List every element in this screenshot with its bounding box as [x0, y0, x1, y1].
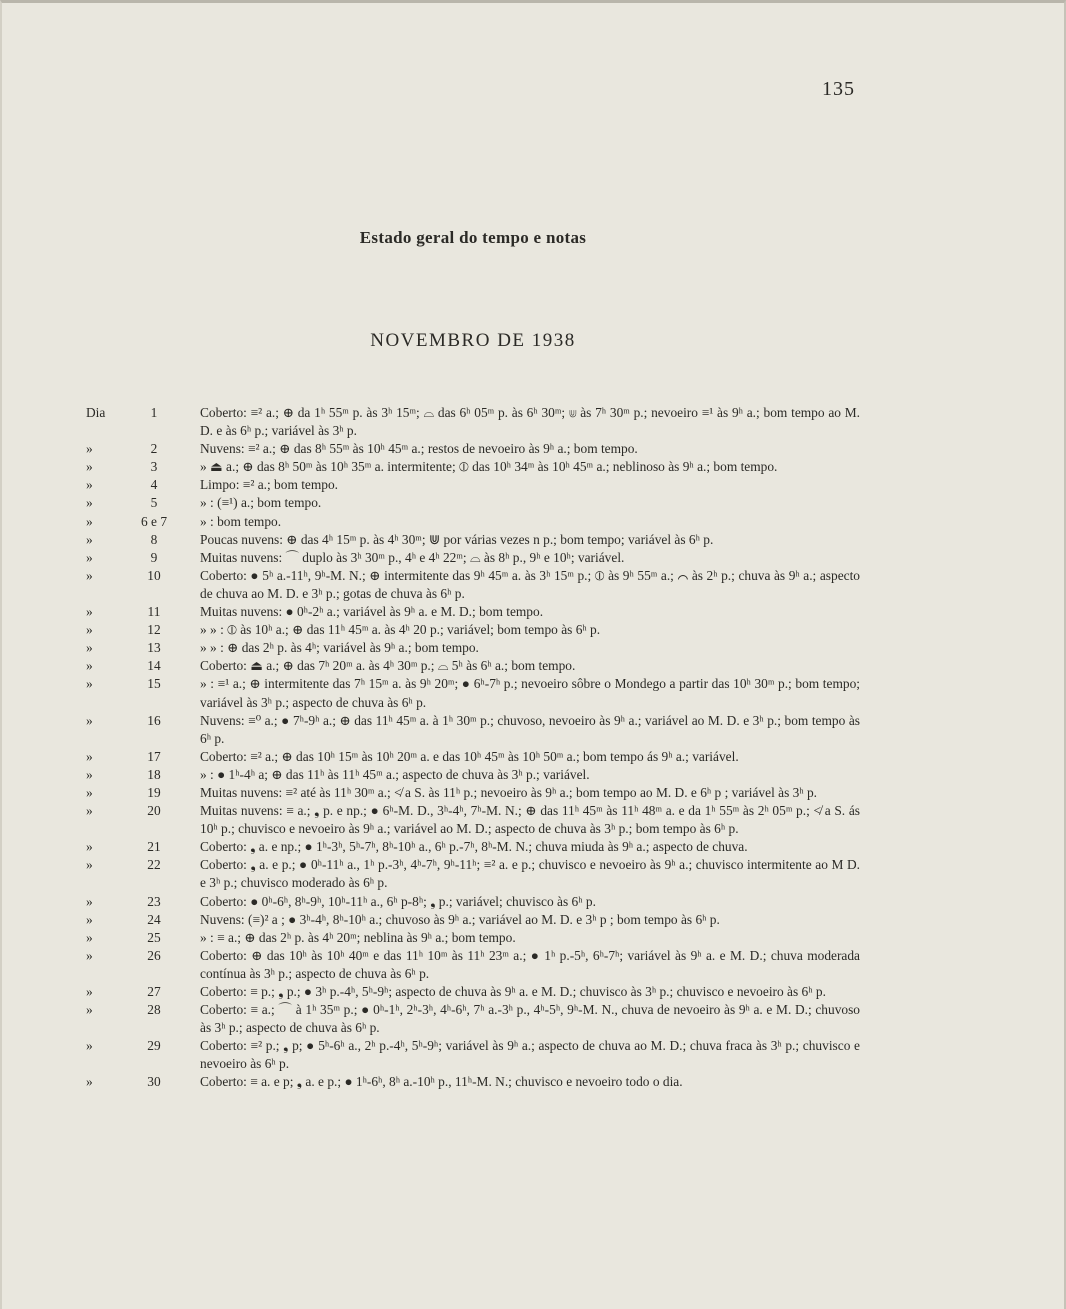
day-number: 23 [147, 893, 161, 909]
weather-note: Coberto: ❟ a. e np.; ● 1ʰ-3ʰ, 5ʰ-7ʰ, 8ʰ-10ʰ a., 6ʰ p.-7ʰ, 8ʰ-M. N.; chuva miuda às 9ʰ a.; aspecto de chuva. [200, 839, 748, 855]
list-item [0, 567, 1066, 603]
day-number: 16 [147, 712, 161, 728]
day-number: 22 [147, 857, 161, 873]
weather-note: Coberto: ❟ a. e p.; ● 0ʰ-11ʰ a., 1ʰ p.-3ʰ, 4ʰ-7ʰ, 9ʰ-11ʰ; ≡² a. e p.; chuvisco e nevoeiro às 9ʰ a.; chuvisco intermitente ao M D. e 3ʰ p.; chuvisco moderado às 6ʰ p. [200, 857, 860, 891]
page-number: 135 [822, 78, 855, 100]
day-label: » [86, 784, 93, 800]
weather-note: » » : ⦶ às 10ʰ a.; ⊕ das 11ʰ 45ᵐ a. às 4ʰ 20 p.; variável; bom tempo às 6ʰ p. [200, 622, 601, 638]
weather-note: » : ● 1ʰ-4ʰ a; ⊕ das 11ʰ às 11ʰ 45ᵐ a.; aspecto de chuva às 3ʰ p.; variável. [200, 766, 590, 782]
day-number: 28 [147, 1002, 161, 1018]
list-item [0, 784, 1066, 802]
day-number: 13 [147, 640, 161, 656]
day-label: Dia [86, 405, 106, 420]
list-item [0, 983, 1066, 1001]
list-item [0, 1037, 1066, 1073]
day-label: » [86, 459, 93, 475]
list-item [0, 603, 1066, 621]
weather-note: » » : ⊕ das 2ʰ p. às 4ʰ; variável às 9ʰ a.; bom tempo. [200, 640, 479, 656]
weather-note: Coberto: ● 0ʰ-6ʰ, 8ʰ-9ʰ, 10ʰ-11ʰ a., 6ʰ p-8ʰ; ❟ p.; variável; chuvisco às 6ʰ p. [200, 893, 596, 909]
day-number: 1 [150, 405, 158, 420]
weather-entries-list [0, 404, 1066, 1092]
day-number: 18 [147, 766, 161, 782]
list-item [0, 549, 1066, 567]
day-number: 27 [147, 984, 161, 999]
day-label: » [86, 911, 93, 927]
list-item [0, 766, 1066, 784]
day-number: 26 [147, 947, 161, 963]
day-number: 17 [147, 748, 161, 764]
day-number: 4 [150, 477, 158, 493]
day-label: » [86, 1074, 93, 1090]
day-number: 29 [147, 1038, 161, 1054]
weather-note: Coberto: ≡ a.; ⌒ à 1ʰ 35ᵐ p.; ● 0ʰ-1ʰ, 2ʰ-3ʰ, 4ʰ-6ʰ, 7ʰ a.-3ʰ p., 4ʰ-5ʰ, 9ʰ-M. N., chuva de nevoeiro às 9ʰ a. e M. D.; chuvoso às 3ʰ p.; aspecto de chuva às 6ʰ p. [200, 1002, 860, 1036]
day-number: 9 [150, 549, 158, 565]
day-label: » [86, 712, 93, 728]
day-number: 14 [147, 658, 161, 674]
day-label: » [86, 531, 93, 547]
weather-note: Limpo: ≡² a.; bom tempo. [200, 477, 339, 493]
day-number: 12 [147, 622, 161, 638]
day-number: 3 [150, 459, 158, 475]
list-item [0, 675, 1066, 711]
day-label: » [86, 803, 93, 819]
day-label: » [86, 766, 93, 782]
list-item [0, 639, 1066, 657]
day-number: 15 [147, 676, 161, 692]
list-item [0, 893, 1066, 911]
day-number: 20 [147, 803, 161, 819]
weather-note: Coberto: ⏏ a.; ⊕ das 7ʰ 20ᵐ a. às 4ʰ 30ᵐ p.; ⌓ 5ʰ às 6ʰ a.; bom tempo. [200, 658, 576, 674]
day-label: » [86, 1002, 93, 1018]
weather-note: » : (≡¹) a.; bom tempo. [200, 495, 322, 511]
day-label: » [86, 984, 93, 999]
day-label: » [86, 495, 93, 511]
day-number: 21 [147, 839, 161, 855]
day-number: 10 [147, 567, 161, 583]
day-label: » [86, 839, 93, 855]
day-number: 30 [147, 1074, 161, 1090]
weather-note: Nuvens: ≡⁰ a.; ● 7ʰ-9ʰ a.; ⊕ das 11ʰ 45ᵐ a. à 1ʰ 30ᵐ p.; chuvoso, nevoeiro às 9ʰ a.; variável ao M. D. e 3ʰ p.; bom tempo às 6ʰ p. [200, 712, 860, 746]
day-label: » [86, 441, 93, 457]
day-label: » [86, 748, 93, 764]
list-item [0, 657, 1066, 675]
day-number: 5 [150, 495, 158, 511]
weather-note: » : ≡¹ a.; ⊕ intermitente das 7ʰ 15ᵐ a. às 9ʰ 20ᵐ; ● 6ʰ-7ʰ p.; nevoeiro sôbre o Mondego a partir das 10ʰ 30ᵐ p.; bom tempo; variável às 3ʰ p.; aspecto de chuva às 6ʰ p. [200, 676, 860, 710]
list-item [0, 802, 1066, 838]
list-item [0, 476, 1066, 494]
list-item [0, 513, 1066, 531]
day-label: » [86, 857, 93, 873]
day-label: » [86, 893, 93, 909]
weather-note: » : ≡ a.; ⊕ das 2ʰ p. às 4ʰ 20ᵐ; neblina às 9ʰ a.; bom tempo. [200, 929, 516, 945]
list-item [0, 531, 1066, 549]
weather-note: Coberto: ≡ p.; ❟ p.; ● 3ʰ p.-4ʰ, 5ʰ-9ʰ; aspecto de chuva às 9ʰ a. e M. D.; chuvisco às 3ʰ p.; chuvisco e nevoeiro às 6ʰ p. [200, 984, 826, 999]
weather-note: Coberto: ≡² p.; ❟ p; ● 5ʰ-6ʰ a., 2ʰ p.-4ʰ, 5ʰ-9ʰ; variável às 9ʰ a.; aspecto de chuva ao M. D.; chuva fraca às 3ʰ p.; chuvisco e nevoeiro às 6ʰ p. [200, 1038, 860, 1072]
day-number: 24 [147, 911, 161, 927]
list-item [0, 440, 1066, 458]
month-title: NOVEMBRO DE 1938 [370, 330, 576, 351]
day-label: » [86, 640, 93, 656]
list-item [0, 911, 1066, 929]
list-item [0, 458, 1066, 476]
list-item [0, 856, 1066, 892]
weather-note: » : bom tempo. [200, 513, 282, 529]
day-label: » [86, 947, 93, 963]
weather-note: » ⏏ a.; ⊕ das 8ʰ 50ᵐ às 10ʰ 35ᵐ a. intermitente; ⦶ das 10ʰ 34ᵐ às 10ʰ 45ᵐ a.; neblinoso às 9ʰ a.; bom tempo. [200, 459, 778, 475]
list-item [0, 1073, 1066, 1091]
weather-note: Nuvens: ≡² a.; ⊕ das 8ʰ 55ᵐ às 10ʰ 45ᵐ a.; restos de nevoeiro às 9ʰ a.; bom tempo. [200, 441, 638, 457]
weather-note: Coberto: ≡ a. e p; ❟ a. e p.; ● 1ʰ-6ʰ, 8ʰ a.-10ʰ p., 11ʰ-M. N.; chuvisco e nevoeiro todo o dia. [200, 1074, 683, 1090]
weather-note: Muitas nuvens: ≡² até às 11ʰ 30ᵐ a.; ≮ a S. às 11ʰ p.; nevoeiro às 9ʰ a.; bom tempo ao M. D. e 6ʰ p ; variável às 3ʰ p. [200, 784, 818, 800]
weather-note: Coberto: ⊕ das 10ʰ às 10ʰ 40ᵐ e das 11ʰ 10ᵐ às 11ʰ 23ᵐ a.; ● 1ʰ p.-5ʰ, 6ʰ-7ʰ; variável às 9ʰ a. e M. D.; chuva moderada contínua às 3ʰ p.; aspecto de chuva às 6ʰ p. [200, 947, 860, 981]
day-number: 6 e 7 [140, 513, 168, 529]
day-number: 11 [147, 604, 161, 620]
section-title: Estado geral do tempo e notas [359, 228, 587, 247]
day-label: » [86, 658, 93, 674]
list-item [0, 1001, 1066, 1037]
list-item [0, 494, 1066, 512]
day-label: » [86, 513, 93, 529]
day-number: 8 [150, 531, 158, 547]
day-number: 25 [147, 929, 161, 945]
day-label: » [86, 1038, 93, 1054]
day-number: 19 [147, 784, 161, 800]
day-number: 2 [150, 441, 158, 457]
day-label: » [86, 477, 93, 493]
weather-note: Muitas nuvens: ● 0ʰ-2ʰ a.; variável às 9ʰ a. e M. D.; bom tempo. [200, 604, 544, 620]
day-label: » [86, 549, 93, 565]
list-item [0, 947, 1066, 983]
list-item [0, 838, 1066, 856]
weather-note: Coberto: ≡² a.; ⊕ das 10ʰ 15ᵐ às 10ʰ 20ᵐ a. e das 10ʰ 45ᵐ às 10ʰ 50ᵐ a.; bom tempo ás 9ʰ a.; variável. [200, 748, 739, 764]
list-item [0, 404, 1066, 440]
weather-note: Nuvens: (≡)² a ; ● 3ʰ-4ʰ, 8ʰ-10ʰ a.; chuvoso às 9ʰ a.; variável ao M. D. e 3ʰ p ; bom tempo às 6ʰ p. [200, 911, 720, 927]
list-item [0, 748, 1066, 766]
list-item [0, 712, 1066, 748]
day-label: » [86, 929, 93, 945]
day-label: » [86, 622, 93, 638]
day-label: » [86, 676, 93, 692]
weather-note: Coberto: ≡² a.; ⊕ da 1ʰ 55ᵐ p. às 3ʰ 15ᵐ; ⌓ das 6ʰ 05ᵐ p. às 6ʰ 30ᵐ; ⋓ às 7ʰ 30ᵐ p.; nevoeiro ≡¹ às 9ʰ a.; bom tempo ao M. D. e às 6ʰ p.; variável às 3ʰ p. [200, 405, 860, 439]
weather-note: Poucas nuvens: ⊕ das 4ʰ 15ᵐ p. às 4ʰ 30ᵐ; ⋓ por várias vezes n p.; bom tempo; variável às 6ʰ p. [200, 531, 714, 547]
weather-note: Coberto: ● 5ʰ a.-11ʰ, 9ʰ-M. N.; ⊕ intermitente das 9ʰ 45ᵐ a. às 3ʰ 15ᵐ p.; ⦶ às 9ʰ 55ᵐ a.; ⌒ às 2ʰ p.; chuva às 9ʰ a.; aspecto de chuva ao M. D. e 3ʰ p.; gotas de chuva às 6ʰ p. [200, 567, 860, 601]
list-item [0, 621, 1066, 639]
weather-note: Muitas nuvens: ⌒ duplo às 3ʰ 30ᵐ p., 4ʰ e 4ʰ 22ᵐ; ⌓ às 8ʰ p., 9ʰ e 10ʰ; variável. [200, 549, 625, 565]
day-label: » [86, 604, 93, 620]
list-item [0, 929, 1066, 947]
weather-note: Muitas nuvens: ≡ a.; ❟ p. e np.; ● 6ʰ-M. D., 3ʰ-4ʰ, 7ʰ-M. N.; ⊕ das 11ʰ 45ᵐ às 11ʰ 48ᵐ a. e da 1ʰ 55ᵐ às 2ʰ 05ᵐ p.; ≮ a S. ás 10ʰ p.; chuvisco e nevoeiro às 9ʰ a.; variável ao M. D.; aspecto de chuva às 3ʰ p.; bom tempo às 6ʰ p. [200, 803, 860, 837]
day-label: » [86, 567, 93, 583]
